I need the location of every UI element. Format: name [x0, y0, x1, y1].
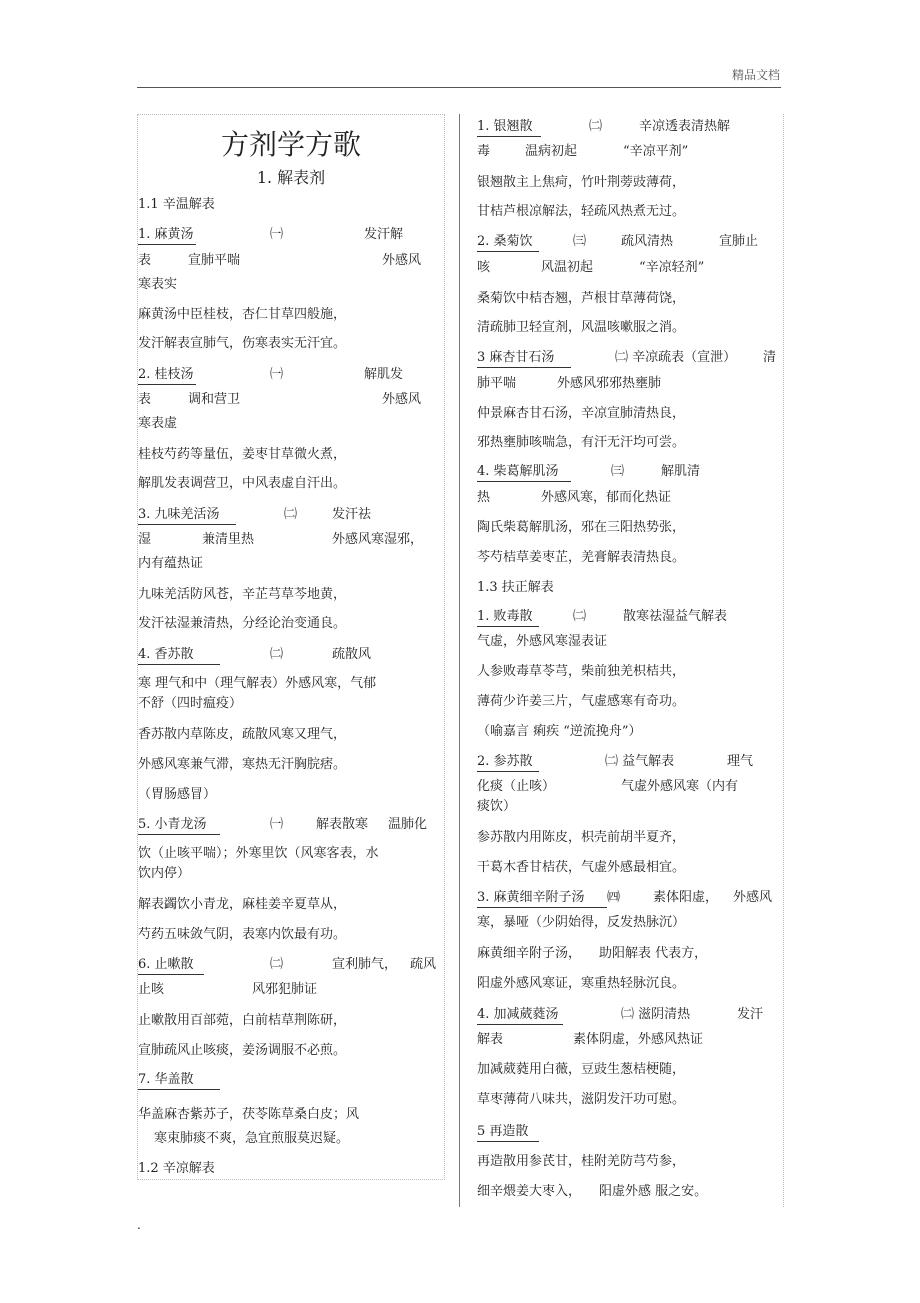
verse-line: 华盖麻杏紫苏子，茯苓陈草桑白皮；风	[138, 1107, 360, 1122]
verse-line: 宣肺疏风止咳痰，姜汤调服不必煎。	[138, 1043, 347, 1058]
verse-line: 芍药五味敛气阴，表寒内饮最有功。	[138, 927, 347, 942]
formula-indication: 外感风寒湿邪，	[332, 532, 424, 547]
formula-function: 热	[477, 490, 491, 505]
right-border	[783, 114, 784, 1207]
section-heading: 1.2 辛凉解表	[138, 1161, 215, 1176]
formula-function: 发汗解	[364, 227, 404, 242]
formula-class-number: ㈠	[270, 817, 284, 832]
formula-function: ㈡ 滋阴清热	[621, 1007, 691, 1022]
formula-name: 3. 九味羌活汤	[138, 507, 236, 525]
formula-function: 理气	[727, 754, 754, 769]
formula-name: 1. 败毒散	[477, 609, 539, 627]
formula-function: 解表	[477, 1032, 504, 1047]
formula-function: 表	[138, 392, 152, 407]
formula-indication: 素体阳虚，	[653, 890, 719, 905]
formula-note: “辛凉轻剂”	[639, 260, 705, 275]
verse-line: 薄荷少许姜三片，气虚感寒有奇功。	[477, 694, 686, 709]
verse-line: 桑菊饮中桔杏翘，芦根甘草薄荷饶，	[477, 291, 686, 306]
verse-line: 发汗解表宣肺气，伤寒表实无汗宜。	[138, 336, 347, 351]
section-heading: 1.1 辛温解表	[138, 197, 215, 212]
formula-function: 兼清里热	[202, 532, 255, 547]
formula-function: 寒 理气和中（理气解表）外感风寒，气郁	[138, 676, 377, 691]
formula-function: 宣肺平喘	[188, 253, 241, 268]
left-column	[137, 114, 445, 1180]
verse-line: 香苏散内草陈皮，疏散风寒又理气，	[138, 727, 347, 742]
formula-name: 7. 华盖散	[138, 1072, 220, 1090]
verse-line: 九味羌活防风苍，辛芷芎草芩地黄，	[138, 587, 347, 602]
note-line: （胃肠感冒）	[138, 787, 217, 802]
verse-line: 干葛木香甘桔茯，气虚外感最相宜。	[477, 860, 686, 875]
header-rule	[137, 87, 781, 88]
chapter-title: 1. 解表剂	[256, 168, 326, 187]
formula-function: 解肌发	[364, 367, 404, 382]
formula-function: 解表散寒	[316, 817, 369, 832]
verse-line: 阳虚外感 服之安。	[599, 1184, 708, 1199]
note-line: （喻嘉言 痢疾 “逆流挽舟”）	[477, 724, 642, 739]
verse-line: 阳虚外感风寒证，寒重热轻脉沉良。	[477, 976, 686, 991]
verse-line: 发汗祛湿兼清热，分经论治变通良。	[138, 616, 347, 631]
verse-line: 麻黄汤中臣桂枝，杏仁甘草四般施，	[138, 307, 347, 322]
formula-function: 宣利肺气，	[332, 957, 398, 972]
verse-line: 再造散用参芪甘，桂附羌防芎芍参，	[477, 1154, 686, 1169]
formula-function: 散寒祛湿益气解表	[623, 609, 728, 624]
verse-line: 助阳解表 代表方，	[599, 946, 708, 961]
verse-line: 邪热壅肺咳喘急，有汗无汗均可尝。	[477, 435, 686, 450]
formula-name: 1. 银翘散	[477, 119, 541, 137]
formula-function: 疏散风	[332, 647, 372, 662]
page-header-label: 精品文档	[731, 68, 780, 82]
formula-name: 3. 麻黄细辛附子汤	[477, 890, 607, 908]
formula-indication: 饮内停）	[138, 866, 191, 881]
formula-indication: 风温初起	[541, 260, 594, 275]
formula-function: 调和营卫	[188, 392, 241, 407]
formula-function: 发汗	[737, 1007, 764, 1022]
formula-name: 4. 加减葳蕤汤	[477, 1007, 563, 1025]
formula-class-number: ㈡	[284, 507, 298, 522]
verse-line: 加减葳蕤用白薇，豆豉生葱桔梗随，	[477, 1062, 686, 1077]
formula-class-number: ㈠	[270, 227, 284, 242]
formula-name: 2. 桑菊饮	[477, 234, 539, 252]
formula-class-number: ㈢	[573, 234, 587, 249]
formula-indication: 寒，暴哑（少阴始得，反发热脉沉）	[477, 915, 686, 930]
formula-name: 2. 参苏散	[477, 754, 539, 772]
formula-indication: 风邪犯肺证	[252, 982, 318, 997]
verse-line: 参苏散内用陈皮，枳壳前胡半夏齐，	[477, 830, 686, 845]
formula-function: 清	[763, 350, 777, 365]
formula-function: 解肌清	[661, 464, 701, 479]
verse-line: 桂枝芍药等量伍，姜枣甘草微火煮，	[138, 447, 347, 462]
verse-line: 清疏肺卫轻宣剂，风温咳嗽服之消。	[477, 320, 686, 335]
formula-class-number: ㈢	[611, 464, 625, 479]
formula-indication: 内有蕴热证	[138, 556, 204, 571]
formula-class-number: ㈠	[270, 367, 284, 382]
formula-function: 疏风	[410, 957, 437, 972]
formula-indication: 气虚，外感风寒湿表证	[477, 634, 608, 649]
formula-function: 疏风清热	[621, 234, 674, 249]
formula-class-number: ㈡	[589, 119, 603, 134]
formula-indication: 温病初起	[525, 144, 578, 159]
formula-indication: 素体阴虚，外感风热证	[573, 1032, 704, 1047]
formula-indication: 寒表虚	[138, 416, 178, 431]
formula-function: 辛凉透表清热解	[639, 119, 731, 134]
formula-function: 肺平喘	[477, 376, 517, 391]
formula-indication: 外感风邪邪热壅肺	[557, 376, 662, 391]
formula-name: 4. 柴葛解肌汤	[477, 464, 571, 482]
formula-name: 4. 香苏散	[138, 647, 220, 665]
footer-dot: .	[137, 1218, 141, 1232]
formula-name: 2. 桂枝汤	[138, 367, 196, 385]
formula-function: 表	[138, 253, 152, 268]
verse-line: 草枣薄荷八味共，滋阴发汗功可慰。	[477, 1092, 686, 1107]
formula-function: 饮（止咳平喘）；外寒里饮（风寒客表，水	[138, 846, 379, 861]
formula-name: 1. 麻黄汤	[138, 227, 196, 245]
formula-name: 5 再造散	[477, 1124, 539, 1142]
verse-line: 寒束肺痰不爽，急宜煎服莫迟疑。	[154, 1131, 350, 1146]
formula-name: 6. 止嗽散	[138, 957, 204, 975]
verse-line: 仲景麻杏甘石汤，辛凉宣肺清热良，	[477, 406, 686, 421]
formula-function: 湿	[138, 532, 152, 547]
formula-indication: 痰饮）	[477, 799, 517, 814]
formula-function: 发汗祛	[332, 507, 372, 522]
formula-indication: 外感风	[382, 253, 422, 268]
section-heading: 1.3 扶正解表	[477, 580, 554, 595]
formula-class-number: ㈣	[607, 890, 621, 905]
verse-line: 人参败毒草苓芎，柴前独羌枳桔共，	[477, 664, 686, 679]
verse-line: 甘桔芦根凉解法，轻疏风热煮无过。	[477, 204, 686, 219]
verse-line: 麻黄细辛附子汤，	[477, 946, 582, 961]
formula-indication: 外感风	[382, 392, 422, 407]
formula-function: ㈡ 益气解表	[605, 754, 675, 769]
formula-function: 宣肺止	[719, 234, 759, 249]
verse-line: 止嗽散用百部菀，白前桔草荆陈研，	[138, 1013, 347, 1028]
formula-indication: 外感风	[733, 890, 773, 905]
right-column	[459, 114, 781, 1207]
verse-line: 银翘散主上焦疴，竹叶荆蒡豉薄荷，	[477, 175, 686, 190]
formula-function: 止咳	[138, 982, 165, 997]
verse-line: 芩芍桔草姜枣芷，羌膏解表清热良。	[477, 550, 686, 565]
formula-class-number: ㈡	[270, 957, 284, 972]
formula-function: 温肺化	[388, 817, 428, 832]
formula-function: 毒	[477, 144, 491, 159]
verse-line: 解表蠲饮小青龙，麻桂姜辛夏草从，	[138, 897, 347, 912]
formula-indication: 外感风寒，郁而化热证	[541, 490, 672, 505]
formula-class-number: ㈡	[270, 647, 284, 662]
verse-line: 陶氏柴葛解肌汤，邪在三阳热势张，	[477, 520, 686, 535]
page-title: 方剂学方歌	[220, 128, 361, 161]
formula-name: 3 麻杏甘石汤	[477, 350, 571, 368]
formula-function: 化痰（止咳）	[477, 779, 556, 794]
formula-note: “辛凉平剂”	[623, 144, 689, 159]
formula-function: ㈡ 辛凉疏表（宣泄）	[615, 350, 737, 365]
formula-name: 5. 小青龙汤	[138, 817, 220, 835]
formula-indication: 气虚外感风寒（内有	[621, 779, 739, 794]
verse-line: 外感风寒兼气滞，寒热无汗胸脘痞。	[138, 757, 347, 772]
formula-indication: 寒表实	[138, 277, 178, 292]
verse-line: 解肌发表调营卫，中风表虚自汗出。	[138, 476, 347, 491]
formula-class-number: ㈡	[573, 609, 587, 624]
verse-line: 细辛煨姜大枣入，	[477, 1184, 582, 1199]
formula-function: 咳	[477, 260, 491, 275]
formula-indication: 不舒（四时瘟疫）	[138, 696, 243, 711]
